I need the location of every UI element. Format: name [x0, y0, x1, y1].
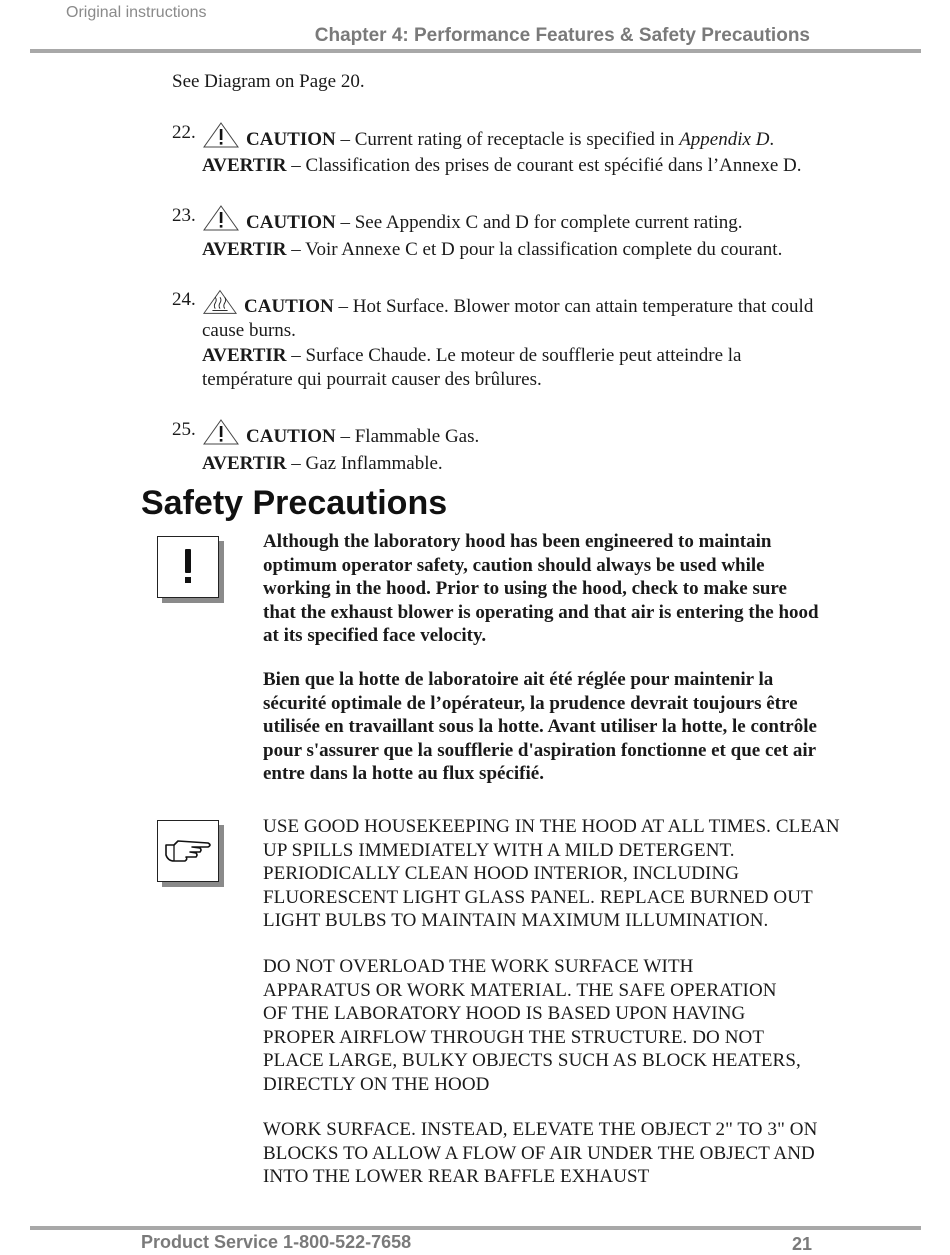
safety-paragraph-fr: Bien que la hotte de laboratoire ait été réglée pour maintenir la sécurité optimale de l’opérateur, la prudence devrait toujours être utilisée en travaillant sous la hotte. Avant utiliser la hotte, le contrôle pour s'assurer que la soufflerie d'aspiration fonctionne et que cet air entre dans la hotte au flux spécifié.: [263, 669, 817, 784]
caution-label: CAUTION: [244, 296, 334, 317]
avertir-text: – Gaz Inflammable.: [286, 453, 443, 474]
exclamation-box-icon: [157, 536, 219, 598]
caution-label: CAUTION: [246, 426, 336, 447]
chapter-title: Chapter 4: Performance Features & Safety Precautions: [314, 25, 810, 46]
see-diagram-note: See Diagram on Page 20.: [172, 71, 365, 92]
avertir-text: – Surface Chaude. Le moteur de soufflerie peut atteindre la température qui pourrait causer des brûlures.: [202, 345, 742, 390]
caution-text: – Current rating of receptacle is specified in: [335, 129, 680, 150]
avertir-text: – Classification des prises de courant est spécifié dans l’Annexe D.: [286, 155, 802, 176]
avertir-line: [202, 154, 852, 178]
footer-rule: [30, 1226, 921, 1230]
caution-tail: .: [769, 129, 775, 150]
header-rule: [30, 49, 921, 53]
caution-emphasis: Appendix D: [679, 129, 770, 150]
caution-label: CAUTION: [246, 212, 336, 233]
warning-exclamation-icon: [202, 121, 240, 149]
avertir-line: [202, 344, 802, 392]
housekeeping-paragraph: USE GOOD HOUSEKEEPING IN THE HOOD AT ALL TIMES. CLEAN UP SPILLS IMMEDIATELY WITH A MILD DETERGENT. PERIODICALLY CLEAN HOOD INTERIOR, INCLUDING FLUORESCENT LIGHT GLASS PANEL. REPLACE BURNED OUT LIGHT BULBS TO MAINTAIN MAXIMUM ILLUMINATION.: [263, 816, 840, 931]
warning-exclamation-icon: [202, 204, 240, 232]
caution-label: CAUTION: [246, 129, 336, 150]
caution-text: – See Appendix C and D for complete current rating.: [335, 212, 743, 233]
original-instructions-label: Original instructions: [66, 4, 207, 21]
caution-line: [202, 418, 852, 449]
warning-exclamation-icon: [202, 418, 240, 446]
safety-paragraph-en: Although the laboratory hood has been engineered to maintain optimum operator safety, caution should always be used while working in the hood. Prior to using the hood, check to make sure that the exhaust blower is operating and that air is entering the hood at its specified face velocity.: [263, 531, 819, 646]
hot-surface-icon: [202, 288, 238, 316]
avertir-label: AVERTIR: [202, 453, 287, 474]
avertir-label: AVERTIR: [202, 155, 287, 176]
avertir-text: – Voir Annexe C et D pour la classification complete du courant.: [286, 239, 783, 260]
caution-line: [202, 204, 852, 235]
caution-text: – Hot Surface. Blower motor can attain temperature that could cause burns.: [202, 296, 814, 341]
item-number: 23.: [172, 205, 196, 226]
avertir-line: [202, 238, 852, 262]
section-title: Safety Precautions: [141, 484, 448, 522]
avertir-label: AVERTIR: [202, 239, 287, 260]
avertir-label: AVERTIR: [202, 345, 287, 366]
work-surface-paragraph: WORK SURFACE. INSTEAD, ELEVATE THE OBJECT 2" TO 3" ON BLOCKS TO ALLOW A FLOW OF AIR UNDER THE OBJECT AND INTO THE LOWER REAR BAFFLE EXHAUST: [263, 1119, 818, 1187]
product-service-phone: Product Service 1-800-522-7658: [141, 1232, 412, 1252]
caution-line: [202, 288, 822, 343]
item-number: 22.: [172, 122, 196, 143]
pointing-hand-icon: [157, 820, 219, 882]
item-number: 24.: [172, 289, 196, 310]
caution-text: – Flammable Gas.: [335, 426, 480, 447]
avertir-line: [202, 452, 852, 476]
page-number: 21: [792, 1234, 813, 1254]
item-number: 25.: [172, 419, 196, 440]
caution-line: [202, 121, 852, 152]
overload-paragraph: DO NOT OVERLOAD THE WORK SURFACE WITH APPARATUS OR WORK MATERIAL. THE SAFE OPERATION OF THE LABORATORY HOOD IS BASED UPON HAVING PROPER AIRFLOW THROUGH THE STRUCTURE. DO NOT PLACE LARGE, BULKY OBJECTS SUCH AS BLOCK HEATERS, DIRECTLY ON THE HOOD: [263, 956, 801, 1095]
